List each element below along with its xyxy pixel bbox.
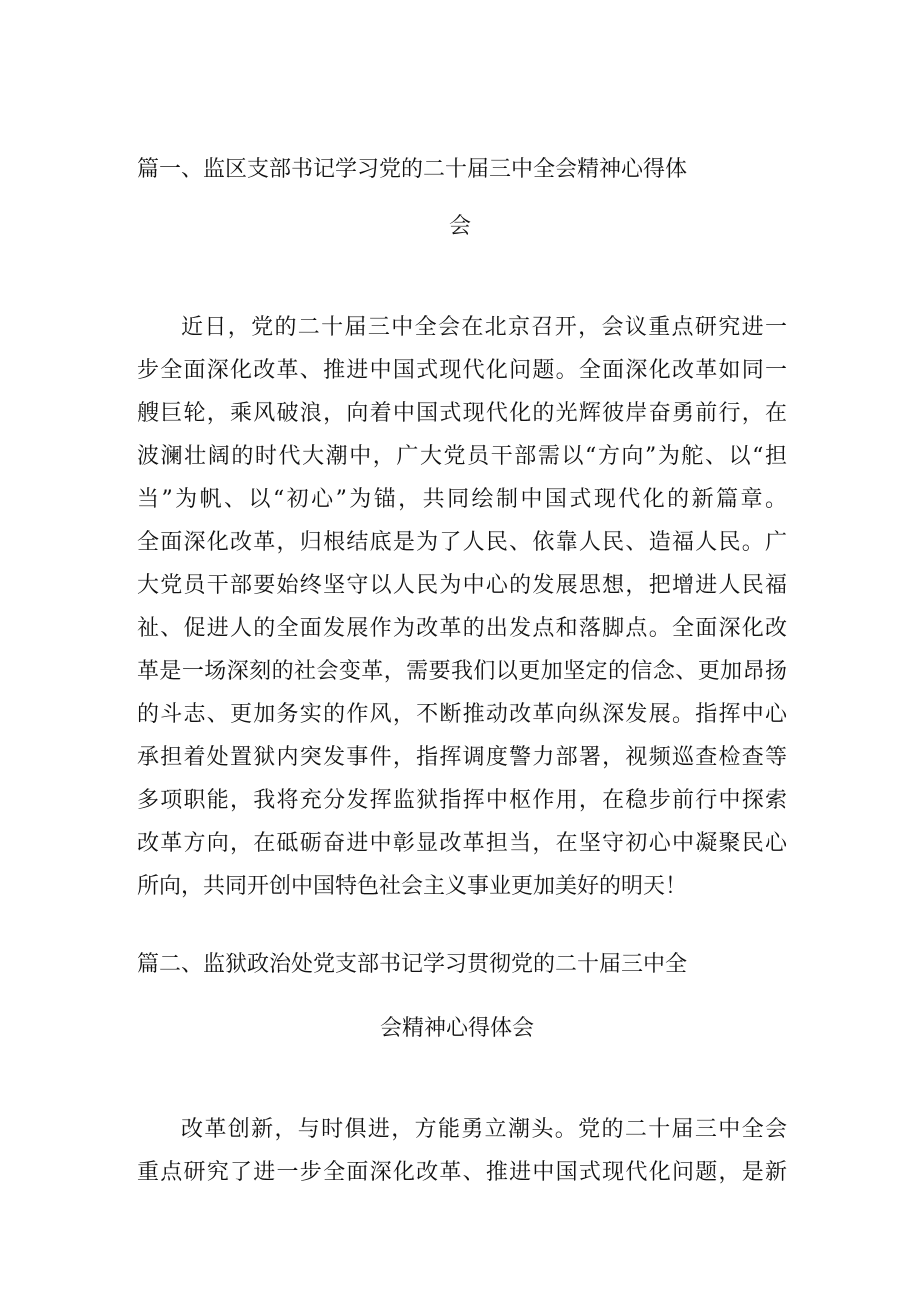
article2-title-line-2: 会精神心得体会 [380,1016,535,1041]
article2-paragraph-line: 重点研究了进一步全面深化改革、推进中国式现代化问题，是新 [137,1160,787,1185]
article1-paragraph-line: 全面深化改革，归根结底是为了人民、依靠人民、造福人民。广 [137,530,787,555]
article1-paragraph-line: 革是一场深刻的社会变革，需要我们以更加坚定的信念、更加昂扬 [137,659,787,684]
article1-paragraph-line: 当”为帆、以“初心”为锚，共同绘制中国式现代化的新篇章。 [137,487,787,512]
article1-paragraph-line: 的斗志、更加务实的作风，不断推动改革向纵深发展。指挥中心 [137,702,787,727]
article2-title-line-1: 篇二、监狱政治处党支部书记学习贯彻党的二十届三中全 [137,952,688,977]
article1-paragraph-line: 大党员干部要始终坚守以人民为中心的发展思想，把增进人民福 [137,573,787,598]
article1-title-line-1: 篇一、监区支部书记学习党的二十届三中全会精神心得体 [137,157,688,182]
article1-paragraph-line: 祉、促进人的全面发展作为改革的出发点和落脚点。全面深化改 [137,616,787,641]
article1-paragraph-line: 多项职能，我将充分发挥监狱指挥中枢作用，在稳步前行中探索 [137,788,787,813]
article1-paragraph-line: 步全面深化改革、推进中国式现代化问题。全面深化改革如同一 [137,358,787,383]
article1-paragraph-line: 近日，党的二十届三中全会在北京召开，会议重点研究进一 [181,315,787,340]
article1-title-line-2: 会 [449,214,472,239]
article1-paragraph-line: 改革方向，在砥砺奋进中彰显改革担当，在坚守初心中凝聚民心 [137,831,787,856]
article1-paragraph-line: 艘巨轮，乘风破浪，向着中国式现代化的光辉彼岸奋勇前行，在 [137,401,787,426]
article1-paragraph-line: 承担着处置狱内突发事件，指挥调度警力部署，视频巡查检查等 [137,745,787,770]
article1-paragraph-line: 所向，共同开创中国特色社会主义事业更加美好的明天！ [137,874,688,899]
article2-paragraph-line: 改革创新，与时俱进，方能勇立潮头。党的二十届三中全会 [181,1117,787,1142]
article1-paragraph-line: 波澜壮阔的时代大潮中，广大党员干部需以“方向”为舵、以“担 [137,444,787,469]
